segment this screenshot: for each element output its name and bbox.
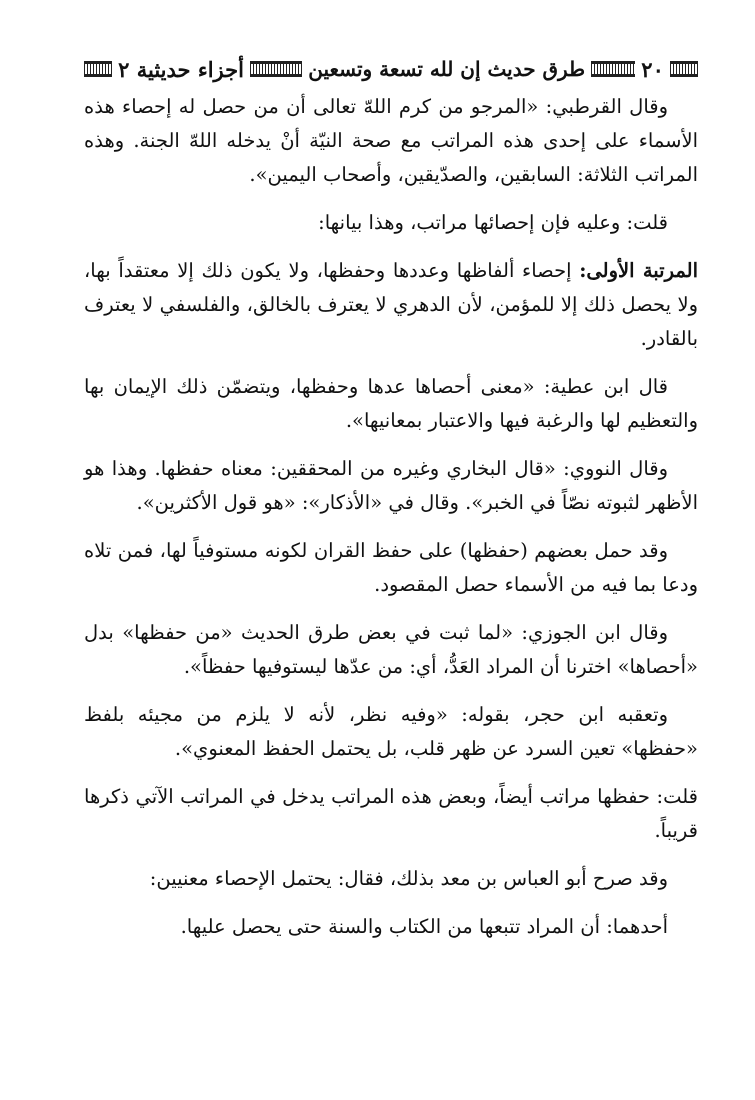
paragraph: وقال ابن الجوزي: «لما ثبت في بعض طرق الحديث «من حفظها» بدل «أحصاها» اخترنا أن المراد العَدُّ، أي: من عدّها ليستوفيها حفظاً». bbox=[84, 621, 698, 678]
paragraph: قال ابن عطية: «معنى أحصاها عدها وحفظها، ويتضمّن ذلك الإيمان بها والتعظيم لها والرغبة فيها والاعتبار بمعانيها». bbox=[84, 375, 698, 432]
header-title: طرق حديث إن لله تسعة وتسعين bbox=[308, 57, 586, 81]
paragraph: وتعقبه ابن حجر، بقوله: «وفيه نظر، لأنه لا يلزم من مجيئه بلفظ «حفظها» تعين السرد عن ظهر قلب، بل يحتمل الحفظ المعنوي». bbox=[84, 703, 698, 760]
paragraph: أحدهما: أن المراد تتبعها من الكتاب والسنة حتى يحصل عليها. bbox=[180, 915, 668, 938]
header-ornament-rule bbox=[591, 61, 635, 77]
paragraph: وقد صرح أبو العباس بن معد بذلك، فقال: يحتمل الإحصاء معنيين: bbox=[149, 867, 668, 890]
page-number: ٢٠ bbox=[641, 56, 664, 82]
paragraph: وقد حمل بعضهم (حفظها) على حفظ القران لكونه مستوفياً لها، فمن تلاه ودعا بما فيه من الأسماء حصل المقصود. bbox=[84, 539, 698, 596]
header-ornament-rule bbox=[84, 61, 112, 77]
header-ornament-rule bbox=[670, 61, 698, 77]
document-page bbox=[84, 52, 698, 944]
header-book-title: أجزاء حديثية ٢ bbox=[118, 56, 244, 82]
paragraph-lead: المرتبة الأولى: bbox=[579, 259, 698, 282]
paragraph: قلت: حفظها مراتب أيضاً، وبعض هذه المراتب يدخل في المراتب الآتي ذكرها قريباً. bbox=[84, 785, 698, 842]
paragraph: وقال النووي: «قال البخاري وغيره من المحققين: معناه حفظها. وهذا هو الأظهر لثبوته نصّاً في الخبر». وقال في «الأذكار»: «هو قول الأكثرين». bbox=[84, 457, 698, 514]
paragraph: وقال القرطبي: «المرجو من كرم اللهّ تعالى أن من حصل له إحصاء هذه الأسماء على إحدى هذه المراتب مع صحة النيّة أنْ يدخله اللهّ الجنة. وهذه المراتب الثلاثة: السابقين، والصدّيقين، وأصحاب اليمين». bbox=[84, 95, 698, 186]
paragraph: المرتبة الأولى: إحصاء ألفاظها وعددها وحفظها، ولا يكون ذلك إلا معتقداً بها، ولا يحصل ذلك إلا للمؤمن، لأن الدهري لا يعترف بالخالق، والفلسفي لا يعترف بالقادر. bbox=[84, 259, 698, 350]
paragraph: قلت: وعليه فإن إحصائها مراتب، وهذا بيانها: bbox=[318, 211, 668, 234]
running-header bbox=[84, 52, 698, 86]
header-ornament-rule bbox=[250, 61, 302, 77]
